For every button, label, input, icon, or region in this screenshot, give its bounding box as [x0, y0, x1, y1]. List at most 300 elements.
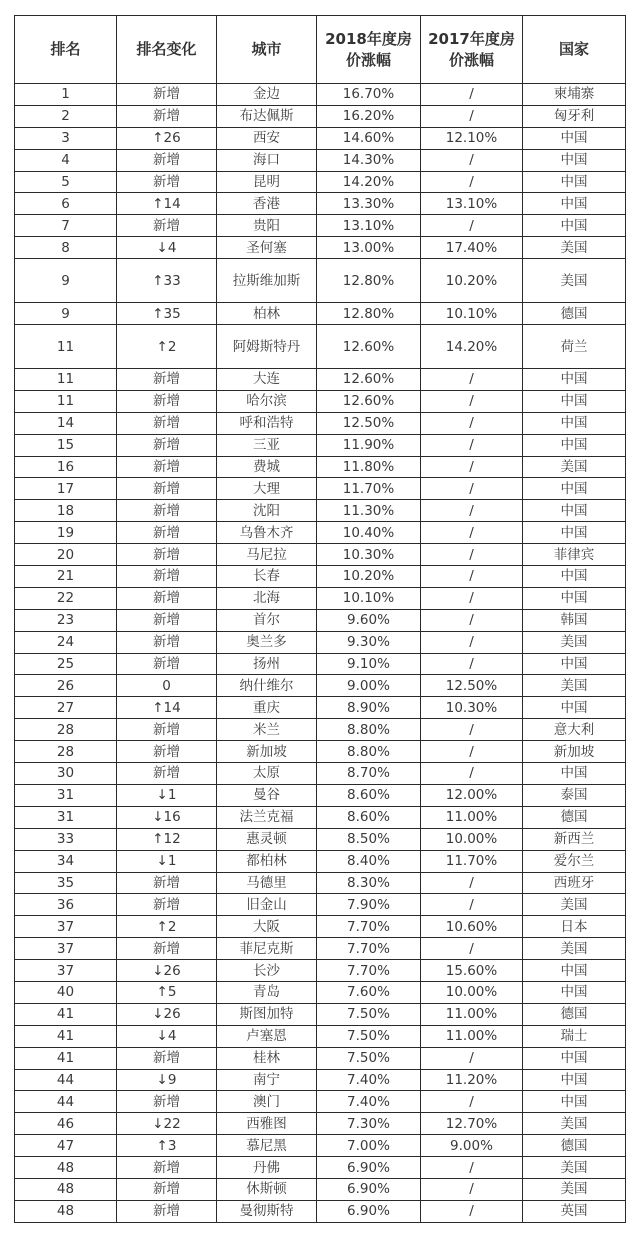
- cell-rank-change: 新增: [117, 1157, 217, 1179]
- cell-rank: 44: [15, 1091, 117, 1113]
- cell-country: 日本: [523, 916, 626, 938]
- cell-rank: 37: [15, 916, 117, 938]
- cell-country: 中国: [523, 763, 626, 785]
- cell-rank: 35: [15, 872, 117, 894]
- cell-rank-change: 新增: [117, 84, 217, 106]
- cell-city: 都柏林: [217, 850, 317, 872]
- cell-country: 美国: [523, 938, 626, 960]
- cell-rank: 33: [15, 828, 117, 850]
- table-header: [15, 16, 626, 84]
- cell-rank: 36: [15, 894, 117, 916]
- cell-growth-2018: 13.10%: [317, 215, 421, 237]
- cell-city: 香港: [217, 193, 317, 215]
- cell-city: 丹佛: [217, 1157, 317, 1179]
- cell-rank: 9: [15, 259, 117, 303]
- header-rank-change-label: 排名变化: [136, 40, 197, 58]
- cell-city: 哈尔滨: [217, 390, 317, 412]
- cell-rank: 40: [15, 981, 117, 1003]
- table-row: [15, 1200, 626, 1222]
- cell-rank-change: ↓26: [117, 1003, 217, 1025]
- header-rank-change: [117, 16, 217, 84]
- cell-growth-2017: 11.00%: [421, 1025, 523, 1047]
- table-row: [15, 631, 626, 653]
- cell-growth-2017: /: [421, 478, 523, 500]
- header-city-label: 城市: [251, 40, 282, 58]
- cell-growth-2018: 8.90%: [317, 697, 421, 719]
- cell-growth-2017: 13.10%: [421, 193, 523, 215]
- cell-country: 西班牙: [523, 872, 626, 894]
- header-growth-2018-line1: 2018年度房: [325, 29, 412, 48]
- cell-rank-change: ↑14: [117, 193, 217, 215]
- cell-rank: 3: [15, 127, 117, 149]
- cell-rank: 25: [15, 653, 117, 675]
- cell-growth-2017: /: [421, 522, 523, 544]
- table-row: [15, 149, 626, 171]
- cell-growth-2018: 10.20%: [317, 566, 421, 588]
- cell-growth-2018: 10.10%: [317, 587, 421, 609]
- cell-rank-change: 新增: [117, 653, 217, 675]
- table-row: [15, 1047, 626, 1069]
- cell-city: 新加坡: [217, 741, 317, 763]
- cell-growth-2017: 12.50%: [421, 675, 523, 697]
- cell-city: 斯图加特: [217, 1003, 317, 1025]
- cell-growth-2018: 7.50%: [317, 1025, 421, 1047]
- header-city: [217, 16, 317, 84]
- cell-country: 中国: [523, 215, 626, 237]
- cell-rank-change: 新增: [117, 894, 217, 916]
- cell-city: 青岛: [217, 981, 317, 1003]
- cell-city: 圣何塞: [217, 237, 317, 259]
- cell-rank: 37: [15, 960, 117, 982]
- cell-growth-2018: 8.50%: [317, 828, 421, 850]
- cell-city: 长春: [217, 566, 317, 588]
- cell-rank-change: 新增: [117, 587, 217, 609]
- cell-growth-2018: 9.30%: [317, 631, 421, 653]
- table-row: [15, 215, 626, 237]
- table-body: [15, 84, 626, 1223]
- cell-country: 中国: [523, 149, 626, 171]
- cell-growth-2017: /: [421, 149, 523, 171]
- cell-city: 法兰克福: [217, 806, 317, 828]
- table-row: [15, 1157, 626, 1179]
- cell-city: 桂林: [217, 1047, 317, 1069]
- cell-growth-2017: 9.00%: [421, 1135, 523, 1157]
- cell-country: 德国: [523, 1135, 626, 1157]
- cell-growth-2018: 8.70%: [317, 763, 421, 785]
- header-country-label: 国家: [558, 40, 589, 58]
- cell-rank-change: ↑2: [117, 916, 217, 938]
- cell-city: 菲尼克斯: [217, 938, 317, 960]
- cell-country: 德国: [523, 1003, 626, 1025]
- cell-country: 中国: [523, 390, 626, 412]
- cell-rank: 9: [15, 303, 117, 325]
- cell-city: 西雅图: [217, 1113, 317, 1135]
- cell-country: 美国: [523, 675, 626, 697]
- table-row: [15, 653, 626, 675]
- table-row: [15, 784, 626, 806]
- cell-rank-change: ↑2: [117, 325, 217, 369]
- table-row: [15, 1003, 626, 1025]
- cell-rank: 8: [15, 237, 117, 259]
- cell-country: 韩国: [523, 609, 626, 631]
- cell-rank: 21: [15, 566, 117, 588]
- cell-growth-2017: /: [421, 741, 523, 763]
- cell-city: 费城: [217, 456, 317, 478]
- cell-rank: 20: [15, 544, 117, 566]
- table-row: [15, 1025, 626, 1047]
- cell-rank-change: 新增: [117, 215, 217, 237]
- cell-country: 中国: [523, 960, 626, 982]
- cell-rank-change: 新增: [117, 1178, 217, 1200]
- table-row: [15, 675, 626, 697]
- cell-rank: 19: [15, 522, 117, 544]
- cell-growth-2017: /: [421, 1178, 523, 1200]
- cell-growth-2018: 8.80%: [317, 741, 421, 763]
- table-row: [15, 1069, 626, 1091]
- cell-country: 中国: [523, 171, 626, 193]
- cell-country: 中国: [523, 1047, 626, 1069]
- table-row: [15, 741, 626, 763]
- cell-city: 沈阳: [217, 500, 317, 522]
- cell-rank: 18: [15, 500, 117, 522]
- cell-growth-2017: 14.20%: [421, 325, 523, 369]
- cell-rank: 5: [15, 171, 117, 193]
- header-growth-2017-line2: 价涨幅: [448, 50, 494, 69]
- cell-country: 中国: [523, 127, 626, 149]
- cell-growth-2017: /: [421, 1157, 523, 1179]
- cell-rank: 1: [15, 84, 117, 106]
- cell-rank-change: 新增: [117, 105, 217, 127]
- cell-growth-2018: 7.60%: [317, 981, 421, 1003]
- cell-country: 中国: [523, 1091, 626, 1113]
- cell-rank: 47: [15, 1135, 117, 1157]
- cell-growth-2017: /: [421, 609, 523, 631]
- table-row: [15, 938, 626, 960]
- table-row: [15, 916, 626, 938]
- cell-country: 德国: [523, 806, 626, 828]
- cell-country: 美国: [523, 1113, 626, 1135]
- cell-rank-change: 新增: [117, 609, 217, 631]
- table-row: [15, 1113, 626, 1135]
- table-row: [15, 259, 626, 303]
- cell-rank: 41: [15, 1047, 117, 1069]
- cell-country: 中国: [523, 193, 626, 215]
- cell-growth-2017: 11.00%: [421, 1003, 523, 1025]
- cell-rank: 48: [15, 1178, 117, 1200]
- cell-city: 呼和浩特: [217, 412, 317, 434]
- cell-country: 中国: [523, 697, 626, 719]
- cell-growth-2017: /: [421, 500, 523, 522]
- cell-rank: 7: [15, 215, 117, 237]
- cell-growth-2017: /: [421, 631, 523, 653]
- cell-country: 中国: [523, 653, 626, 675]
- cell-growth-2018: 7.00%: [317, 1135, 421, 1157]
- table-row: [15, 127, 626, 149]
- table-row: [15, 478, 626, 500]
- table-row: [15, 828, 626, 850]
- cell-rank: 34: [15, 850, 117, 872]
- cell-country: 爱尔兰: [523, 850, 626, 872]
- cell-country: 柬埔寨: [523, 84, 626, 106]
- cell-growth-2018: 9.00%: [317, 675, 421, 697]
- cell-country: 美国: [523, 894, 626, 916]
- cell-rank-change: 新增: [117, 763, 217, 785]
- table-row: [15, 522, 626, 544]
- cell-city: 北海: [217, 587, 317, 609]
- cell-city: 乌鲁木齐: [217, 522, 317, 544]
- cell-growth-2017: /: [421, 763, 523, 785]
- cell-rank-change: 新增: [117, 938, 217, 960]
- cell-rank-change: 新增: [117, 1047, 217, 1069]
- cell-country: 美国: [523, 456, 626, 478]
- cell-city: 贵阳: [217, 215, 317, 237]
- cell-growth-2018: 8.60%: [317, 806, 421, 828]
- header-rank-label: 排名: [50, 40, 81, 58]
- cell-growth-2017: 11.20%: [421, 1069, 523, 1091]
- cell-growth-2017: 11.00%: [421, 806, 523, 828]
- cell-growth-2017: 10.00%: [421, 828, 523, 850]
- cell-rank-change: ↑3: [117, 1135, 217, 1157]
- table-row: [15, 763, 626, 785]
- cell-country: 美国: [523, 1157, 626, 1179]
- cell-growth-2018: 6.90%: [317, 1200, 421, 1222]
- cell-city: 扬州: [217, 653, 317, 675]
- table-row: [15, 697, 626, 719]
- cell-rank: 16: [15, 456, 117, 478]
- cell-rank: 30: [15, 763, 117, 785]
- cell-growth-2017: 10.60%: [421, 916, 523, 938]
- cell-country: 中国: [523, 981, 626, 1003]
- cell-rank-change: 新增: [117, 544, 217, 566]
- table-row: [15, 434, 626, 456]
- table-row: [15, 806, 626, 828]
- cell-rank: 2: [15, 105, 117, 127]
- table-row: [15, 412, 626, 434]
- cell-city: 阿姆斯特丹: [217, 325, 317, 369]
- cell-city: 三亚: [217, 434, 317, 456]
- cell-country: 中国: [523, 587, 626, 609]
- cell-country: 匈牙利: [523, 105, 626, 127]
- table-row: [15, 84, 626, 106]
- table-row: [15, 850, 626, 872]
- cell-rank: 11: [15, 390, 117, 412]
- cell-rank-change: 0: [117, 675, 217, 697]
- table-row: [15, 566, 626, 588]
- cell-rank: 23: [15, 609, 117, 631]
- cell-country: 新西兰: [523, 828, 626, 850]
- cell-city: 曼谷: [217, 784, 317, 806]
- cell-country: 英国: [523, 1200, 626, 1222]
- cell-city: 首尔: [217, 609, 317, 631]
- cell-growth-2017: /: [421, 719, 523, 741]
- cell-rank: 44: [15, 1069, 117, 1091]
- cell-growth-2017: 12.00%: [421, 784, 523, 806]
- cell-rank-change: ↓26: [117, 960, 217, 982]
- cell-rank: 17: [15, 478, 117, 500]
- table-row: [15, 1091, 626, 1113]
- cell-growth-2018: 7.90%: [317, 894, 421, 916]
- cell-growth-2018: 7.50%: [317, 1003, 421, 1025]
- cell-growth-2018: 12.80%: [317, 303, 421, 325]
- cell-rank: 41: [15, 1025, 117, 1047]
- cell-country: 中国: [523, 478, 626, 500]
- cell-rank-change: 新增: [117, 149, 217, 171]
- cell-city: 太原: [217, 763, 317, 785]
- cell-growth-2018: 7.50%: [317, 1047, 421, 1069]
- cell-rank-change: 新增: [117, 412, 217, 434]
- cell-growth-2018: 16.20%: [317, 105, 421, 127]
- table-row: [15, 369, 626, 391]
- cell-country: 泰国: [523, 784, 626, 806]
- cell-rank-change: ↓4: [117, 237, 217, 259]
- cell-rank-change: ↓22: [117, 1113, 217, 1135]
- cell-growth-2017: /: [421, 369, 523, 391]
- cell-rank-change: 新增: [117, 478, 217, 500]
- cell-rank-change: ↑12: [117, 828, 217, 850]
- cell-rank: 26: [15, 675, 117, 697]
- table-row: [15, 1135, 626, 1157]
- cell-growth-2018: 8.40%: [317, 850, 421, 872]
- cell-country: 中国: [523, 566, 626, 588]
- cell-growth-2018: 12.80%: [317, 259, 421, 303]
- cell-city: 布达佩斯: [217, 105, 317, 127]
- header-country: [523, 16, 626, 84]
- table-row: [15, 960, 626, 982]
- cell-growth-2017: /: [421, 434, 523, 456]
- cell-growth-2018: 13.30%: [317, 193, 421, 215]
- table-row: [15, 1178, 626, 1200]
- cell-rank-change: ↓1: [117, 850, 217, 872]
- table-row: [15, 872, 626, 894]
- cell-growth-2018: 8.30%: [317, 872, 421, 894]
- cell-city: 西安: [217, 127, 317, 149]
- cell-city: 休斯顿: [217, 1178, 317, 1200]
- table-row: [15, 171, 626, 193]
- cell-rank: 11: [15, 369, 117, 391]
- cell-rank: 31: [15, 806, 117, 828]
- cell-rank-change: 新增: [117, 369, 217, 391]
- cell-rank: 37: [15, 938, 117, 960]
- cell-rank-change: ↑33: [117, 259, 217, 303]
- header-rank: [15, 16, 117, 84]
- cell-growth-2017: 10.30%: [421, 697, 523, 719]
- cell-rank: 48: [15, 1157, 117, 1179]
- cell-city: 长沙: [217, 960, 317, 982]
- cell-city: 惠灵顿: [217, 828, 317, 850]
- cell-rank: 11: [15, 325, 117, 369]
- cell-city: 慕尼黑: [217, 1135, 317, 1157]
- cell-growth-2017: /: [421, 544, 523, 566]
- table-row: [15, 719, 626, 741]
- cell-rank-change: 新增: [117, 872, 217, 894]
- cell-growth-2018: 11.70%: [317, 478, 421, 500]
- cell-city: 澳门: [217, 1091, 317, 1113]
- cell-growth-2017: /: [421, 390, 523, 412]
- cell-country: 美国: [523, 631, 626, 653]
- cell-rank: 48: [15, 1200, 117, 1222]
- cell-growth-2018: 7.40%: [317, 1091, 421, 1113]
- table-row: [15, 894, 626, 916]
- cell-city: 重庆: [217, 697, 317, 719]
- cell-rank: 28: [15, 741, 117, 763]
- cell-growth-2017: /: [421, 1047, 523, 1069]
- cell-rank: 31: [15, 784, 117, 806]
- cell-rank-change: 新增: [117, 171, 217, 193]
- cell-rank-change: ↑14: [117, 697, 217, 719]
- cell-rank: 4: [15, 149, 117, 171]
- cell-growth-2017: /: [421, 566, 523, 588]
- cell-growth-2017: /: [421, 105, 523, 127]
- cell-rank-change: ↑26: [117, 127, 217, 149]
- cell-growth-2018: 7.70%: [317, 960, 421, 982]
- cell-growth-2017: 10.00%: [421, 981, 523, 1003]
- cell-growth-2017: /: [421, 1091, 523, 1113]
- cell-rank: 6: [15, 193, 117, 215]
- cell-rank-change: ↑5: [117, 981, 217, 1003]
- cell-growth-2018: 10.30%: [317, 544, 421, 566]
- cell-country: 中国: [523, 522, 626, 544]
- cell-rank: 46: [15, 1113, 117, 1135]
- cell-growth-2018: 6.90%: [317, 1157, 421, 1179]
- header-growth-2017: [421, 16, 523, 84]
- cell-growth-2017: /: [421, 84, 523, 106]
- cell-growth-2018: 12.60%: [317, 325, 421, 369]
- cell-growth-2018: 12.60%: [317, 390, 421, 412]
- table-row: [15, 609, 626, 631]
- cell-growth-2018: 10.40%: [317, 522, 421, 544]
- cell-growth-2018: 6.90%: [317, 1178, 421, 1200]
- cell-country: 中国: [523, 500, 626, 522]
- cell-growth-2017: /: [421, 215, 523, 237]
- header-row: [15, 16, 626, 84]
- cell-rank-change: ↓1: [117, 784, 217, 806]
- cell-rank: 27: [15, 697, 117, 719]
- cell-rank: 24: [15, 631, 117, 653]
- cell-growth-2017: 10.10%: [421, 303, 523, 325]
- cell-growth-2018: 9.60%: [317, 609, 421, 631]
- cell-country: 意大利: [523, 719, 626, 741]
- cell-growth-2017: 12.70%: [421, 1113, 523, 1135]
- cell-city: 大连: [217, 369, 317, 391]
- cell-country: 新加坡: [523, 741, 626, 763]
- table-row: [15, 325, 626, 369]
- cell-growth-2018: 11.80%: [317, 456, 421, 478]
- cell-rank: 41: [15, 1003, 117, 1025]
- cell-rank: 22: [15, 587, 117, 609]
- cell-rank: 14: [15, 412, 117, 434]
- cell-rank-change: 新增: [117, 434, 217, 456]
- cell-growth-2018: 14.20%: [317, 171, 421, 193]
- cell-city: 马尼拉: [217, 544, 317, 566]
- cell-growth-2018: 12.50%: [317, 412, 421, 434]
- cell-growth-2018: 7.30%: [317, 1113, 421, 1135]
- cell-city: 拉斯维加斯: [217, 259, 317, 303]
- cell-rank: 28: [15, 719, 117, 741]
- cell-country: 瑞士: [523, 1025, 626, 1047]
- cell-growth-2017: /: [421, 872, 523, 894]
- cell-country: 菲律宾: [523, 544, 626, 566]
- cell-rank-change: ↓16: [117, 806, 217, 828]
- cell-growth-2017: 15.60%: [421, 960, 523, 982]
- cell-growth-2017: 10.20%: [421, 259, 523, 303]
- header-growth-2017-line1: 2017年度房: [428, 29, 515, 48]
- cell-city: 米兰: [217, 719, 317, 741]
- table-row: [15, 303, 626, 325]
- header-growth-2018: [317, 16, 421, 84]
- cell-growth-2017: /: [421, 171, 523, 193]
- cell-rank-change: 新增: [117, 522, 217, 544]
- cell-city: 纳什维尔: [217, 675, 317, 697]
